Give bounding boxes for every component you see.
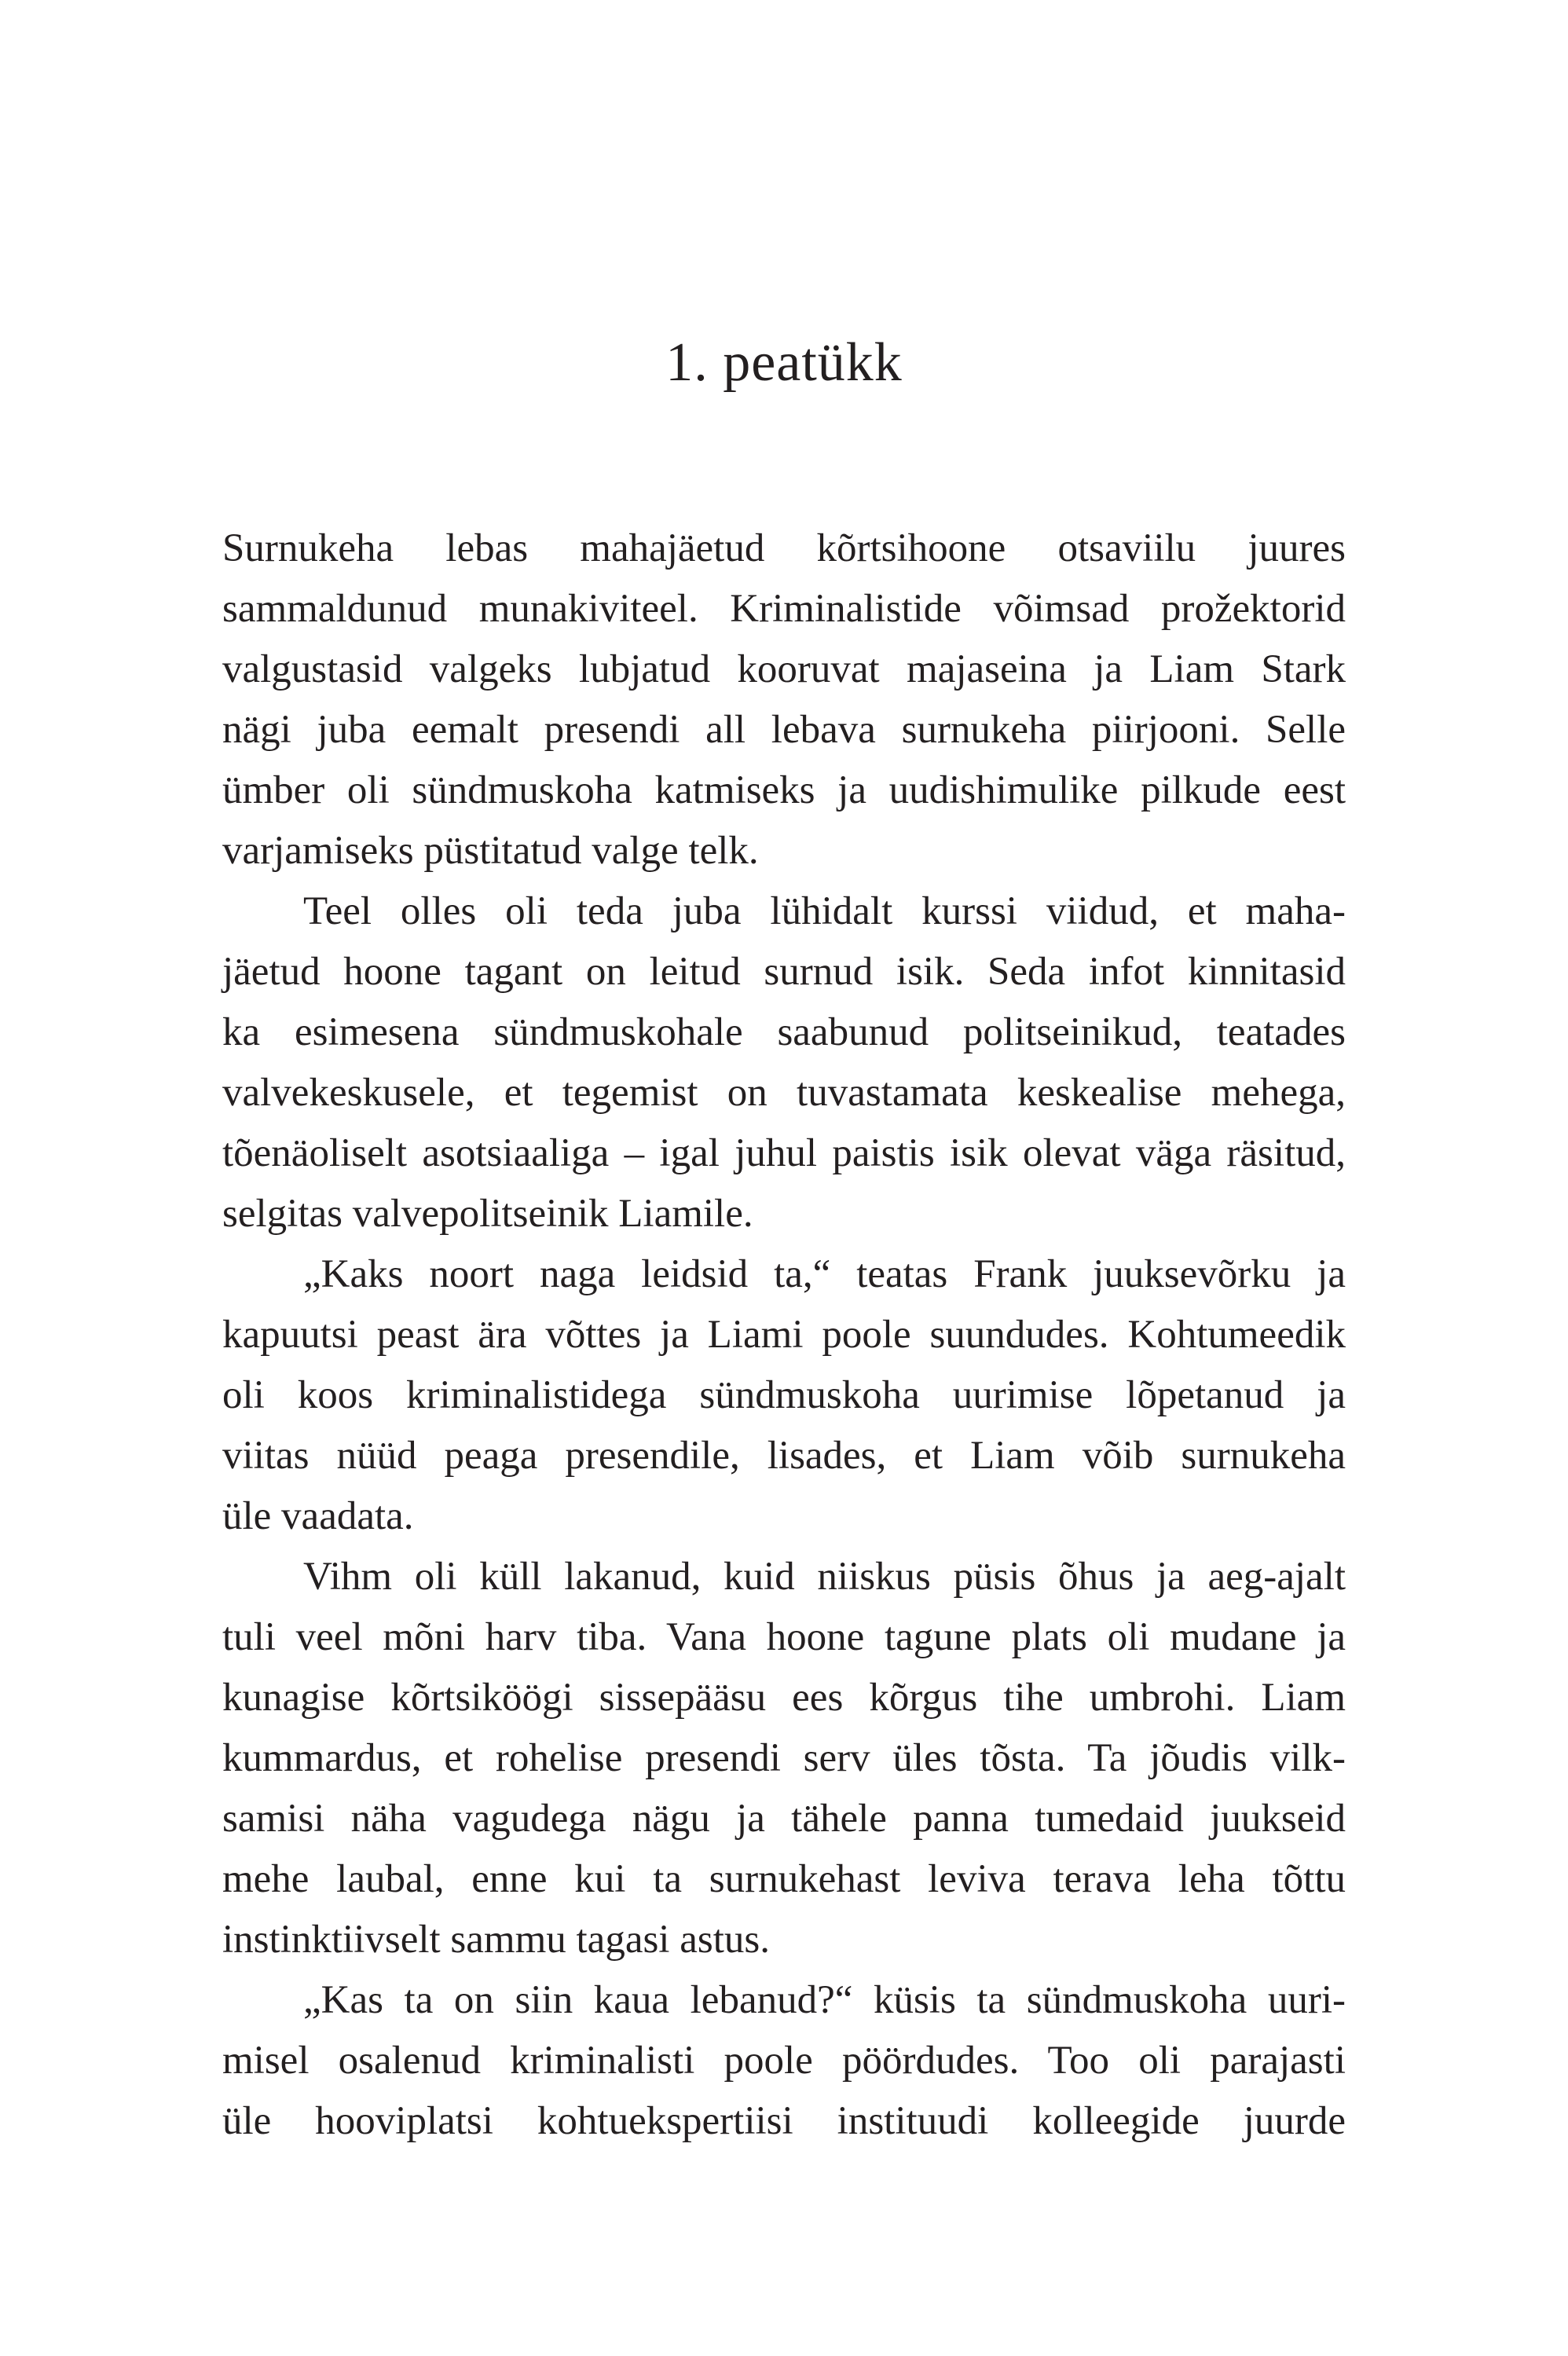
text-line: „Kas ta on siin kaua lebanud?“ küsis ta sündmuskoha uuri- [303,1978,1346,2022]
text-line: kunagise kõrtsiköögi sissepääsu ees kõrgus tihe umbrohi. Liam [222,1676,1346,1720]
text-line: oli koos kriminalistidega sündmuskoha uurimise lõpetanud ja [222,1373,1346,1417]
text-line: instinktiivselt sammu tagasi astus. [222,1918,770,1962]
text-line: sammaldunud munakiviteel. Kriminalistide võimsad prožektorid [222,587,1346,631]
chapter-title: 1. peatükk [665,332,903,393]
text-line: ümber oli sündmuskoha katmiseks ja uudishimulike pilkude eest [222,768,1346,812]
text-line: „Kaks noort naga leidsid ta,“ teatas Frank juuksevõrku ja [303,1252,1346,1296]
text-line: varjamiseks püstitatud valge telk. [222,829,759,873]
text-line: üle vaadata. [222,1494,414,1538]
text-line: üle hooviplatsi kohtuekspertiisi instituudi kolleegide juurde [222,2099,1346,2143]
text-line: ka esimesena sündmuskohale saabunud politseinikud, teatades [222,1010,1346,1054]
paragraph [222,1547,1346,1970]
text-line: nägi juba eemalt presendi all lebava surnukeha piirjooni. Selle [222,708,1346,752]
paragraph [222,518,1346,881]
text-line: jäetud hoone tagant on leitud surnud isik. Seda infot kinnitasid [222,950,1346,994]
paragraph [222,881,1346,1244]
body-text [222,518,1346,2152]
text-line: valgustasid valgeks lubjatud kooruvat majaseina ja Liam Stark [222,647,1346,691]
text-line: tuli veel mõni harv tiba. Vana hoone tagune plats oli mudane ja [222,1615,1346,1659]
text-line: tõenäoliselt asotsiaaliga – igal juhul paistis isik olevat väga räsitud, [222,1131,1346,1175]
text-line: viitas nüüd peaga presendile, lisades, et Liam võib surnukeha [222,1434,1346,1478]
text-line: selgitas valvepolitseinik Liamile. [222,1192,753,1236]
text-line: samisi näha vagudega nägu ja tähele panna tumedaid juukseid [222,1797,1346,1841]
paragraph [222,1970,1346,2152]
text-line: Vihm oli küll lakanud, kuid niiskus püsis õhus ja aeg-ajalt [303,1555,1346,1599]
paragraph [222,1244,1346,1547]
text-line: misel osalenud kriminalisti poole pöördudes. Too oli parajasti [222,2039,1346,2083]
text-line: kapuutsi peast ära võttes ja Liami poole suundudes. Kohtumeedik [222,1313,1346,1357]
text-line: kummardus, et rohelise presendi serv üles tõsta. Ta jõudis vilk- [222,1736,1346,1780]
text-line: Surnukeha lebas mahajäetud kõrtsihoone otsaviilu juures [222,526,1346,570]
text-line: valvekeskusele, et tegemist on tuvastamata keskealise mehega, [222,1071,1346,1115]
text-line: Teel olles oli teda juba lühidalt kurssi viidud, et maha- [303,889,1346,933]
text-line: mehe laubal, enne kui ta surnukehast leviva terava leha tõttu [222,1857,1346,1901]
